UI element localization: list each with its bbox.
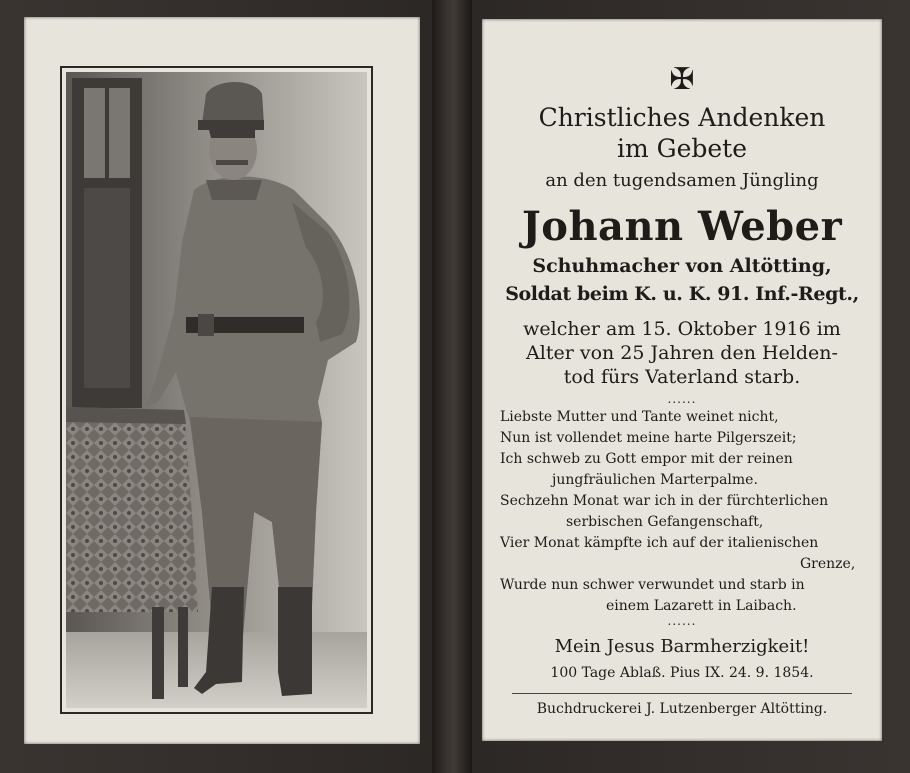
poem-line: Grenze, [800,556,856,572]
divider-rule [512,693,852,694]
soldier-portrait-image [66,72,367,708]
soldier-portrait-photo [66,72,367,708]
death-line-2: Alter von 25 Jahren den Helden- [526,342,838,364]
indulgence-note: 100 Tage Ablaß. Pius IX. 24. 9. 1854. [550,665,814,681]
heading-line-1: Christliches Andenken [538,103,826,132]
poem-line: Vier Monat kämpfte ich auf der italienischen [500,535,819,551]
heading-line-2: im Gebete [616,134,748,163]
poem-line: jungfräulichen Marterpalme. [552,472,758,488]
printer-imprint: Buchdruckerei J. Lutzenberger Altötting. [536,701,828,717]
death-line-3: tod fürs Vaterland starb. [563,366,801,388]
portrait-frame [60,66,373,714]
death-line-1: welcher am 15. Oktober 1916 im [523,318,841,340]
poem-line: Wurde nun schwer verwundet und starb in [500,577,805,593]
poem-line: Ich schweb zu Gott empor mit der reinen [500,451,793,467]
occupation-line-2: Soldat beim K. u. K. 91. Inf.-Regt., [505,283,859,305]
separator-dots: ...... [667,614,697,628]
memorial-text [482,19,882,741]
poem-line: serbischen Gefangenschaft, [566,514,764,530]
cross-icon: ✠ [669,62,695,97]
poem-line: Liebste Mutter und Tante weinet nicht, [500,409,779,425]
separator-dots: ...... [667,392,697,406]
closing-prayer: Mein Jesus Barmherzigkeit! [554,636,810,657]
subheading: an den tugendsamen Jüngling [545,170,819,191]
deceased-name: Johann Weber [521,203,843,250]
poem-line: einem Lazarett in Laibach. [606,598,797,614]
card-fold [432,0,472,773]
poem-line: Sechzehn Monat war ich in der fürchterlichen [500,493,829,509]
poem-line: Nun ist vollendet meine harte Pilgerszeit; [500,430,797,446]
occupation-line-1: Schuhmacher von Altötting, [532,255,832,277]
